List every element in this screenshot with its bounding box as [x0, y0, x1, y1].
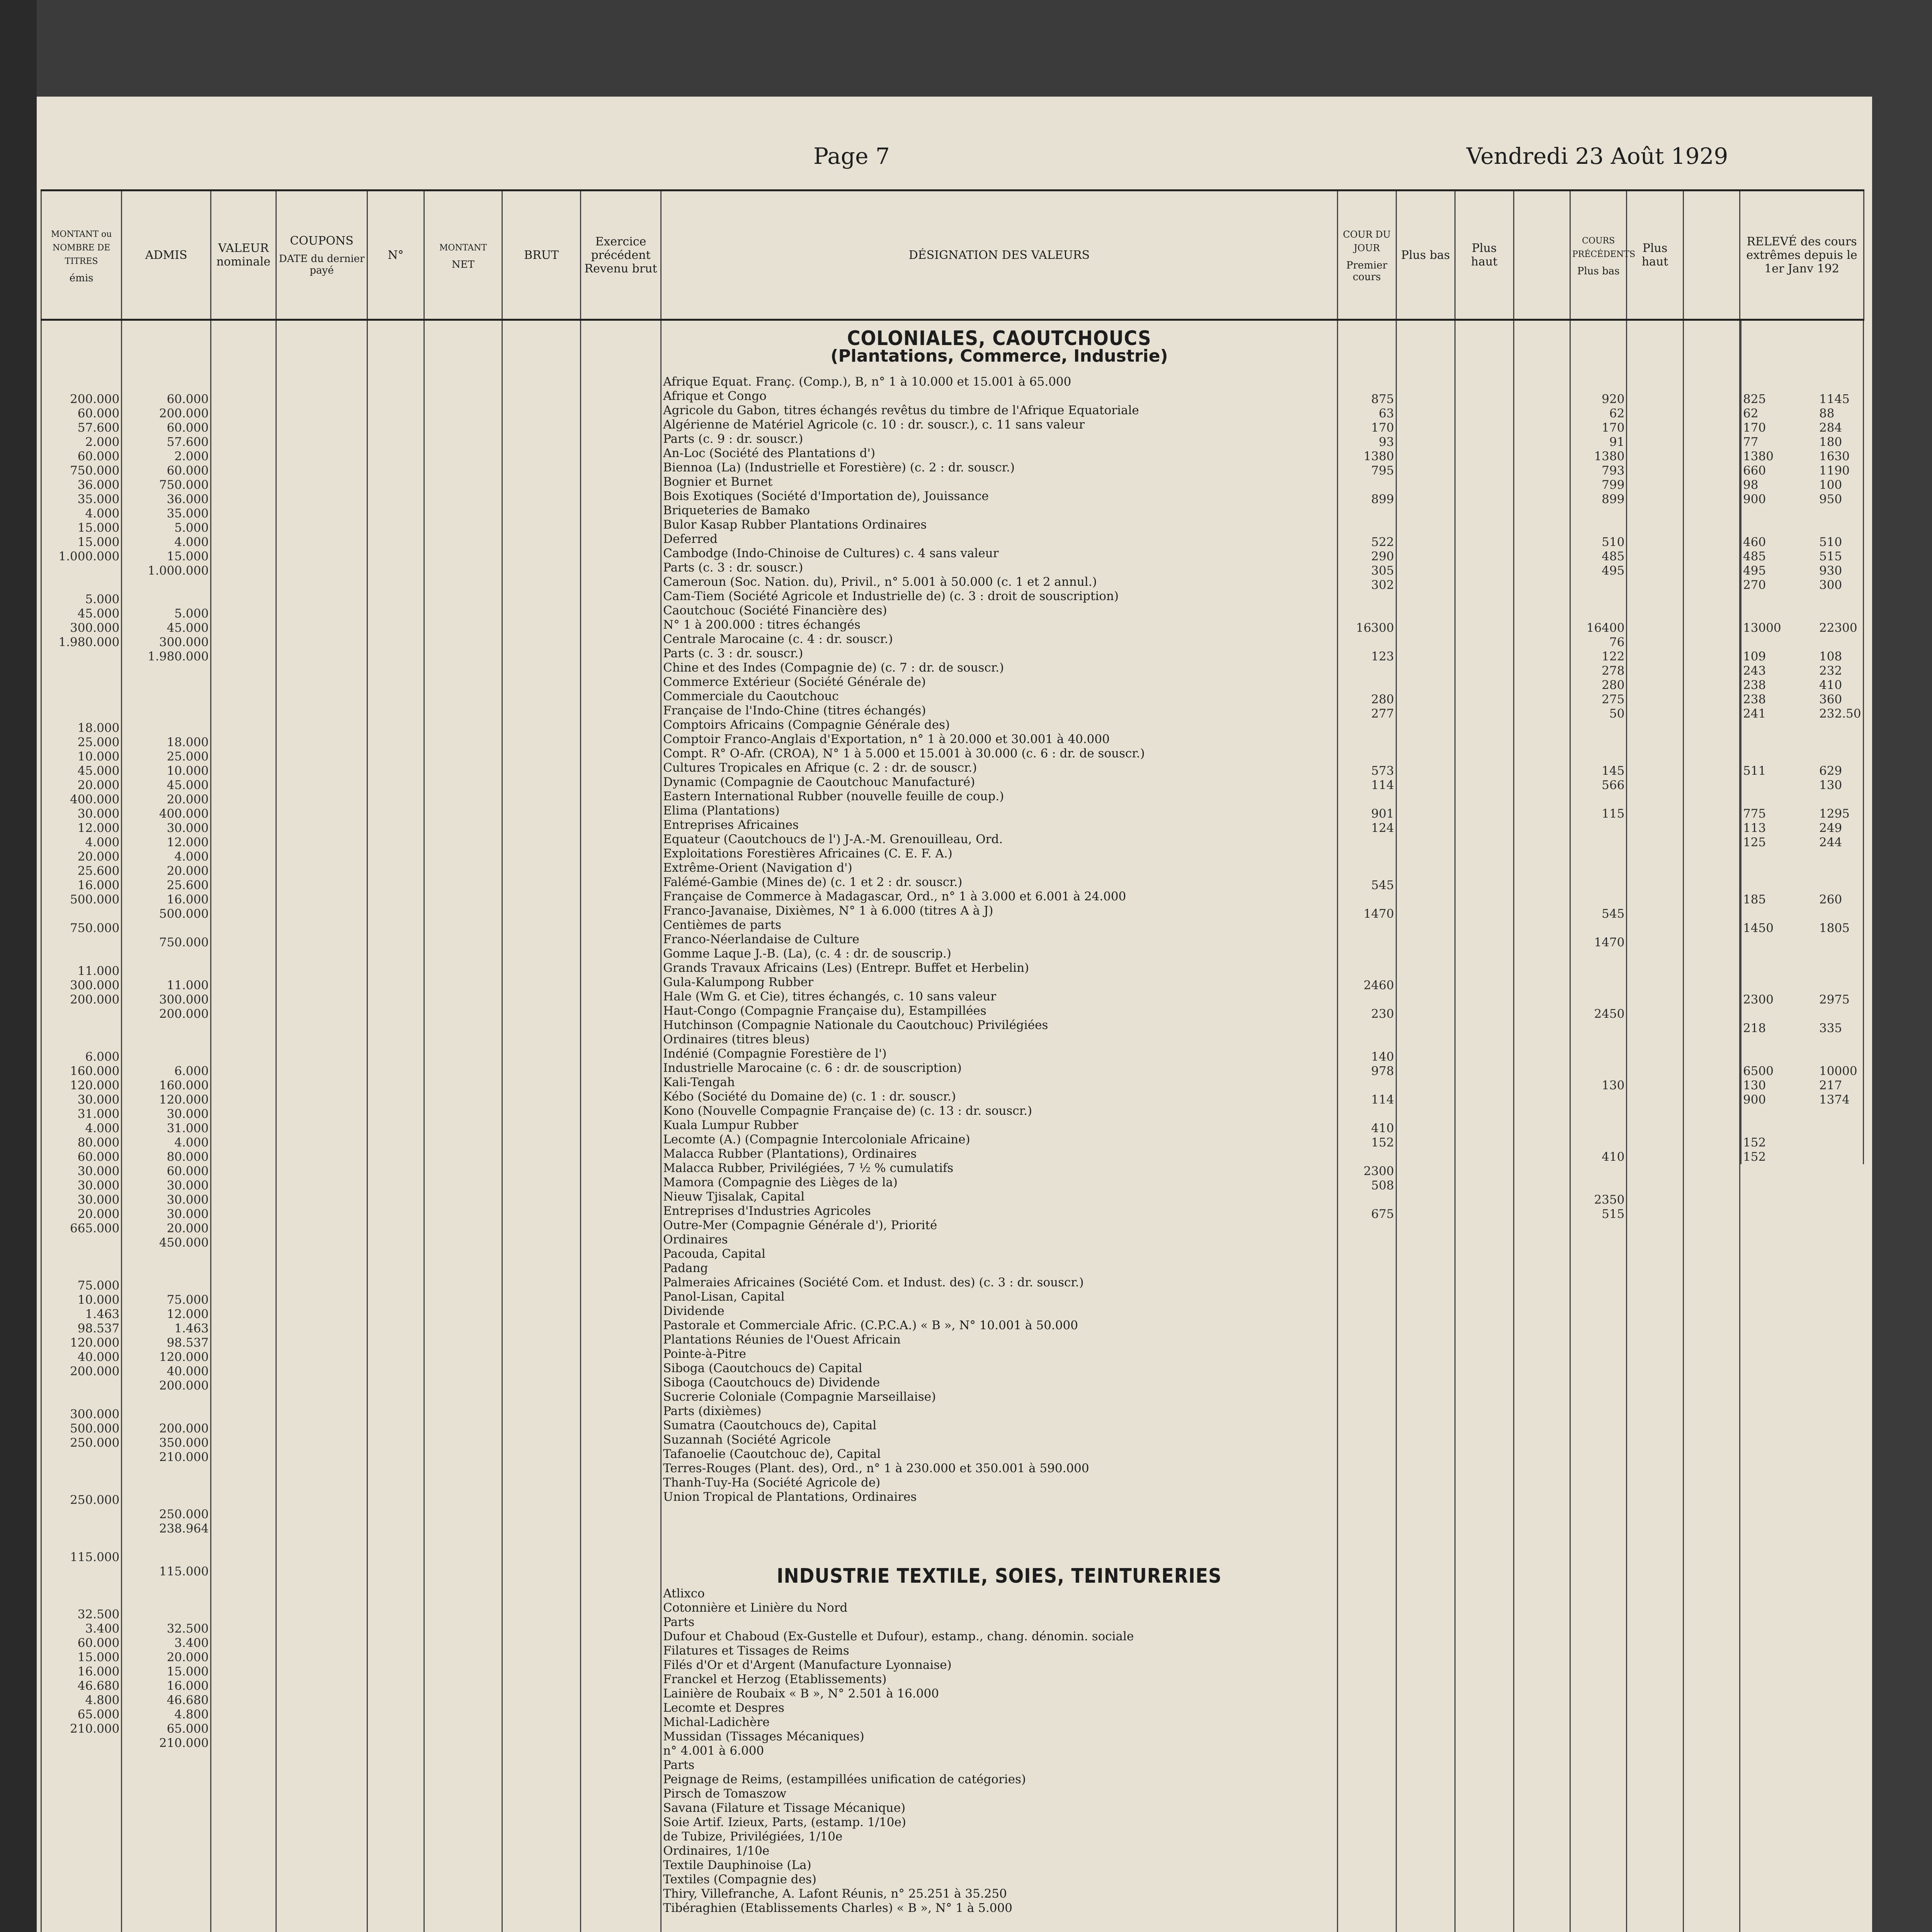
security-entry: Equateur (Caoutchoucs de l') J-A.-M. Grenouilleau, Ord. [663, 832, 1003, 846]
security-entry: Commerciale du Caoutchouc [663, 689, 839, 703]
security-entry: Savana (Filature et Tissage Mécanique) [663, 1801, 906, 1815]
security-entry: Parts (c. 3 : dr. souscr.) [663, 561, 803, 575]
security-entry: Haut-Congo (Compagnie Française du), Estampillées [663, 1004, 986, 1018]
security-entry: Textile Dauphinoise (La) [663, 1858, 811, 1872]
security-entry: Peignage de Reims, (estampillées unification de catégories) [663, 1772, 1026, 1786]
col-plus-bas: Plus bas [1396, 190, 1455, 320]
security-entry: Parts (dixièmes) [663, 1404, 762, 1418]
security-entry: Plantations Réunies de l'Ouest Africain [663, 1333, 901, 1347]
security-entry: Parts [663, 1615, 695, 1629]
numero-values [367, 320, 424, 1932]
col-admis: ADMIS [122, 190, 211, 320]
colonial-entries [663, 375, 1335, 1504]
security-entry: Biennoa (La) (Industrielle et Forestière) (c. 2 : dr. souscr.) [663, 461, 1015, 474]
security-entry: Indénié (Compagnie Forestière de l') [663, 1047, 887, 1061]
page-number: Page 7 [813, 143, 890, 169]
security-entry: Centièmes de parts [663, 918, 781, 932]
releve-low-values: 825 62 170 77 1380 660 98 900 460 485 495 270 13000 109 243 238 238 241 511 775 113 125 185 1450 2300 218 6500 130 900 152 152 [1743, 392, 1781, 1164]
security-entry: Ordinaires [663, 1233, 728, 1247]
textile-entries [663, 1587, 1335, 1915]
security-entry: Entreprises d'Industries Agricoles [663, 1204, 871, 1218]
security-entry: Exploitations Forestières Africaines (C. E. F. A.) [663, 847, 952, 861]
releve-values [1740, 321, 1864, 1164]
valeur-values [211, 320, 276, 1932]
col-blank-2 [1683, 190, 1740, 320]
security-entry: Extrême-Orient (Navigation d') [663, 861, 852, 875]
col-plus-haut: Plus haut [1455, 190, 1514, 320]
security-entry: Kali-Tengah [663, 1075, 735, 1089]
security-entry: Textiles (Compagnie des) [663, 1872, 816, 1886]
security-entry: Afrique et Congo [663, 389, 767, 403]
security-entry: N° 1 à 200.000 : titres échangés [663, 618, 861, 632]
prec-haut-values [1627, 320, 1683, 1932]
securities-table [41, 189, 1864, 1932]
security-entry: Eastern International Rubber (nouvelle feuille de coup.) [663, 789, 1004, 803]
security-entry: Suzannah (Société Agricole [663, 1433, 831, 1447]
security-entry: Entreprises Africaines [663, 818, 799, 832]
security-entry: Lainière de Roubaix « B », N° 2.501 à 16.000 [663, 1687, 939, 1701]
col-brut: BRUT [502, 190, 581, 320]
security-entry: Briqueteries de Bamako [663, 503, 810, 517]
security-entry: Hale (Wm G. et Cie), titres échangés, c. 10 sans valeur [663, 990, 997, 1003]
security-entry: Parts [663, 1758, 695, 1772]
admis-values: 60.000 200.000 60.000 57.600 2.000 60.000 750.000 36.000 35.000 5.000 4.000 15.000 1.000.000 5.000 45.000 300.000 1.980.000 18.000 25.000 10.000 45.000 20.000 400.000 30.000 12.000 4.000 20.000 25.600 16.000 500.000 750.000 11.000 300.000 200.000 6.000 160.000 120.000 30.000 31.000 4.000 80.000 60.000 30.000 30.000 30.000 20.000 450.000 75.000 12.000 1.463 98.537 120.000 40.000 200.000 200.000 350.000 210.000 250.000 238.964 115.000 32.500 3.400 20.000 15.000 16.000 46.680 4.800 65.000 210.000 [122, 320, 211, 1932]
premier-values: 875 63 170 93 1380 795 899 522 290 305 302 16300 123 280 277 573 114 901 124 545 1470 2460 230 140 978 114 410 152 2300 508 675 [1337, 320, 1396, 1932]
security-entry: Falémé-Gambie (Mines de) (c. 1 et 2 : dr. souscr.) [663, 875, 963, 889]
date-values [276, 320, 367, 1932]
security-entry: Cam-Tiem (Société Agricole et Industrielle de) (c. 3 : droit de souscription) [663, 589, 1119, 603]
security-entry: Comptoir Franco-Anglais d'Exportation, n° 1 à 20.000 et 30.001 à 40.000 [663, 732, 1110, 746]
security-entry: Union Tropical de Plantations, Ordinaires [663, 1490, 917, 1504]
security-entry: Grands Travaux Africains (Les) (Entrepr. Buffet et Herbelin) [663, 961, 1029, 975]
designation-values [661, 320, 1338, 1932]
security-entry: Cameroun (Soc. Nation. du), Privil., n° 5.001 à 50.000 (c. 1 et 2 annul.) [663, 575, 1097, 589]
security-entry: Compt. R° O-Afr. (CROA), N° 1 à 5.000 et 15.001 à 30.000 (c. 6 : dr. de souscr.) [663, 747, 1145, 760]
security-entry: Chine et des Indes (Compagnie de) (c. 7 : dr. de souscr.) [663, 661, 1004, 675]
security-entry: Filatures et Tissages de Reims [663, 1644, 849, 1658]
security-entry: Commerce Extérieur (Société Générale de) [663, 675, 926, 689]
col-emis: MONTANT ou NOMBRE DE TITRES émis [41, 190, 122, 320]
section-title-coloniales: COLONIALES, CAOUTCHOUCS [847, 327, 1151, 350]
security-entry: Malacca Rubber, Privilégiées, 7 ½ % cumulatifs [663, 1161, 954, 1175]
security-entry: Nieuw Tjisalak, Capital [663, 1190, 805, 1204]
security-entry: Comptoirs Africains (Compagnie Générale des) [663, 718, 950, 732]
security-entry: Caoutchouc (Société Financière des) [663, 604, 887, 617]
security-entry: Kuala Lumpur Rubber [663, 1118, 798, 1132]
security-entry: Bulor Kasap Rubber Plantations Ordinaires [663, 518, 927, 532]
exercice-values [580, 320, 661, 1932]
plus-bas-values [1396, 320, 1455, 1932]
security-entry: Parts (c. 3 : dr. souscr.) [663, 646, 803, 660]
blank-values-2 [1683, 320, 1740, 1932]
col-net: MONTANT NET [424, 190, 502, 320]
security-entry: Bognier et Burnet [663, 475, 773, 489]
security-entry: Tibéraghien (Etablissements Charles) « B », N° 1 à 5.000 [663, 1901, 1012, 1915]
security-entry: Kébo (Société du Domaine de) (c. 1 : dr. souscr.) [663, 1090, 956, 1104]
security-entry: Malacca Rubber (Plantations), Ordinaires [663, 1147, 917, 1161]
security-entry: n° 4.001 à 6.000 [663, 1744, 764, 1758]
security-entry: Panol-Lisan, Capital [663, 1290, 785, 1304]
blank-values-1 [1514, 320, 1570, 1932]
security-entry: Ordinaires, 1/10e [663, 1844, 770, 1858]
security-entry: Outre-Mer (Compagnie Générale d'), Priorité [663, 1218, 937, 1232]
security-entry: Afrique Equat. Franç. (Comp.), B, n° 1 à 10.000 et 15.001 à 65.000 [663, 375, 1071, 389]
col-prec-bas: COURS PRÉCÉDENTS Plus bas [1570, 190, 1627, 320]
releve-high-values: 1145 88 284 180 1630 1190 100 950 510 515 930 300 22300 108 232 410 360 232.50 629 130 1295 249 244 260 1805 2975 335 10000 217 1374 [1819, 392, 1861, 1107]
security-entry: Franco-Javanaise, Dixièmes, N° 1 à 6.000 (titres A à J) [663, 904, 993, 918]
header-row [41, 190, 1864, 320]
security-entry: Atlixco [663, 1587, 705, 1600]
security-entry: de Tubize, Privilégiées, 1/10e [663, 1830, 843, 1844]
security-entry: Franco-Néerlandaise de Culture [663, 932, 860, 946]
security-entry: Pacouda, Capital [663, 1247, 765, 1261]
col-premier: COUR DU JOUR Premier cours [1337, 190, 1396, 320]
security-entry: Lecomte (A.) (Compagnie Intercoloniale Africaine) [663, 1133, 970, 1146]
security-entry: Deferred [663, 532, 718, 546]
security-entry: Algérienne de Matériel Agricole (c. 10 : dr. souscr.), c. 11 sans valeur [663, 418, 1085, 432]
security-entry: Siboga (Caoutchoucs de) Capital [663, 1361, 862, 1375]
scanner-edge [0, 0, 37, 1932]
security-entry: Soie Artif. Izieux, Parts, (estamp. 1/10e) [663, 1815, 906, 1829]
security-entry: Thanh-Tuy-Ha (Société Agricole de) [663, 1476, 881, 1490]
col-exercice: Exercice précédent Revenu brut [580, 190, 661, 320]
security-entry: Centrale Marocaine (c. 4 : dr. souscr.) [663, 632, 893, 646]
security-entry: Mussidan (Tissages Mécaniques) [663, 1730, 864, 1743]
security-entry: Dynamic (Compagnie de Caoutchouc Manufacturé) [663, 775, 975, 789]
security-entry: Pastorale et Commerciale Afric. (C.P.C.A.) « B », N° 10.001 à 50.000 [663, 1318, 1078, 1332]
security-entry: Kono (Nouvelle Compagnie Française de) (c. 13 : dr. souscr.) [663, 1104, 1032, 1118]
security-entry: Ordinaires (titres bleus) [663, 1032, 810, 1046]
security-entry: An-Loc (Société des Plantations d') [663, 446, 876, 460]
security-entry: Industrielle Marocaine (c. 6 : dr. de souscription) [663, 1061, 962, 1075]
col-prec-haut: Plus haut [1627, 190, 1683, 320]
security-entry: Thiry, Villefranche, A. Lafont Réunis, n° 25.251 à 35.250 [663, 1887, 1007, 1901]
security-entry: Michal-Ladichère [663, 1715, 770, 1729]
emis-values: 200.000 60.000 57.600 2.000 60.000 750.000 36.000 35.000 4.000 15.000 15.000 1.000.000 5.000 45.000 300.000 1.980.000 18.000 25.000 10.000 45.000 20.000 400.000 30.000 12.000 4.000 20.000 25.600 16.000 500.000 750.000 11.000 300.000 200.000 6.000 160.000 120.000 30.000 31.000 4.000 80.000 60.000 30.000 30.000 30.000 20.000 665.000 75.000 10.000 1.463 98.537 120.000 40.000 200.000 300.000 500.000 250.000 250.000 115.000 32.500 3.400 60.000 15.000 16.000 46.680 4.800 65.000 210.000 [41, 320, 122, 1932]
section-title-textile: INDUSTRIE TEXTILE, SOIES, TEINTURERIES [777, 1565, 1222, 1588]
security-entry: Cultures Tropicales en Afrique (c. 2 : dr. de souscr.) [663, 761, 977, 775]
security-entry: Pointe-à-Pitre [663, 1347, 746, 1361]
security-entry: Dividende [663, 1304, 724, 1318]
security-entry: Française de Commerce à Madagascar, Ord., n° 1 à 3.000 et 6.001 à 24.000 [663, 889, 1126, 903]
security-entry: Gomme Laque J.-B. (La), (c. 4 : dr. de souscrip.) [663, 947, 951, 961]
security-entry: Lecomte et Despres [663, 1701, 784, 1715]
section-subtitle-coloniales: (Plantations, Commerce, Industrie) [830, 346, 1168, 366]
brut-values [502, 320, 581, 1932]
col-numero: N° [367, 190, 424, 320]
security-entry: Dufour et Chaboud (Ex-Gustelle et Dufour), estamp., chang. dénomin. sociale [663, 1629, 1134, 1643]
security-entry: Cotonnière et Linière du Nord [663, 1601, 848, 1615]
page-date: Vendredi 23 Août 1929 [1466, 143, 1728, 169]
security-entry: Padang [663, 1261, 708, 1275]
security-entry: Siboga (Caoutchoucs de) Dividende [663, 1376, 880, 1389]
security-entry: Pirsch de Tomaszow [663, 1787, 787, 1801]
security-entry: Terres-Rouges (Plant. des), Ord., n° 1 à 230.000 et 350.001 à 590.000 [663, 1461, 1089, 1475]
col-date: COUPONS DATE du dernier payé [276, 190, 367, 320]
security-entry: Franckel et Herzog (Etablissements) [663, 1672, 887, 1686]
col-designation: DÉSIGNATION DES VALEURS [661, 190, 1338, 320]
newspaper-page [37, 97, 1872, 1932]
security-entry: Bois Exotiques (Société d'Importation de), Jouissance [663, 489, 989, 503]
security-entry: Cambodge (Indo-Chinoise de Cultures) c. 4 sans valeur [663, 546, 999, 560]
security-entry: Parts (c. 9 : dr. souscr.) [663, 432, 803, 446]
net-values [424, 320, 502, 1932]
security-entry: Agricole du Gabon, titres échangés revêtus du timbre de l'Afrique Equatoriale [663, 403, 1139, 417]
security-entry: Elima (Plantations) [663, 804, 780, 818]
security-entry: Hutchinson (Compagnie Nationale du Caoutchouc) Privilégiées [663, 1018, 1048, 1032]
security-entry: Mamora (Compagnie des Lièges de la) [663, 1175, 898, 1189]
security-entry: Sucrerie Coloniale (Compagnie Marseillaise) [663, 1390, 936, 1404]
security-entry: Gula-Kalumpong Rubber [663, 975, 814, 989]
body-row [41, 320, 1864, 1932]
col-releve: RELEVÉ des cours extrêmes depuis le 1er Janv 192 [1740, 190, 1864, 320]
plus-haut-values [1455, 320, 1514, 1932]
security-entry: Française de l'Indo-Chine (titres échangés) [663, 704, 926, 718]
security-entry: Palmeraies Africaines (Société Com. et Indust. des) (c. 3 : dr. souscr.) [663, 1276, 1084, 1289]
security-entry: Filés d'Or et d'Argent (Manufacture Lyonnaise) [663, 1658, 952, 1672]
prec-bas-values: 920 62 170 91 1380 793 799 899 510 485 495 16400 76 122 278 280 275 50 145 566 115 545 1470 2450 130 410 2350 515 [1570, 320, 1627, 1932]
security-entry: Sumatra (Caoutchoucs de), Capital [663, 1418, 877, 1432]
col-blank-1 [1514, 190, 1570, 320]
col-valeur: VALEUR nominale [211, 190, 276, 320]
security-entry: Tafanoelie (Caoutchouc de), Capital [663, 1447, 881, 1461]
